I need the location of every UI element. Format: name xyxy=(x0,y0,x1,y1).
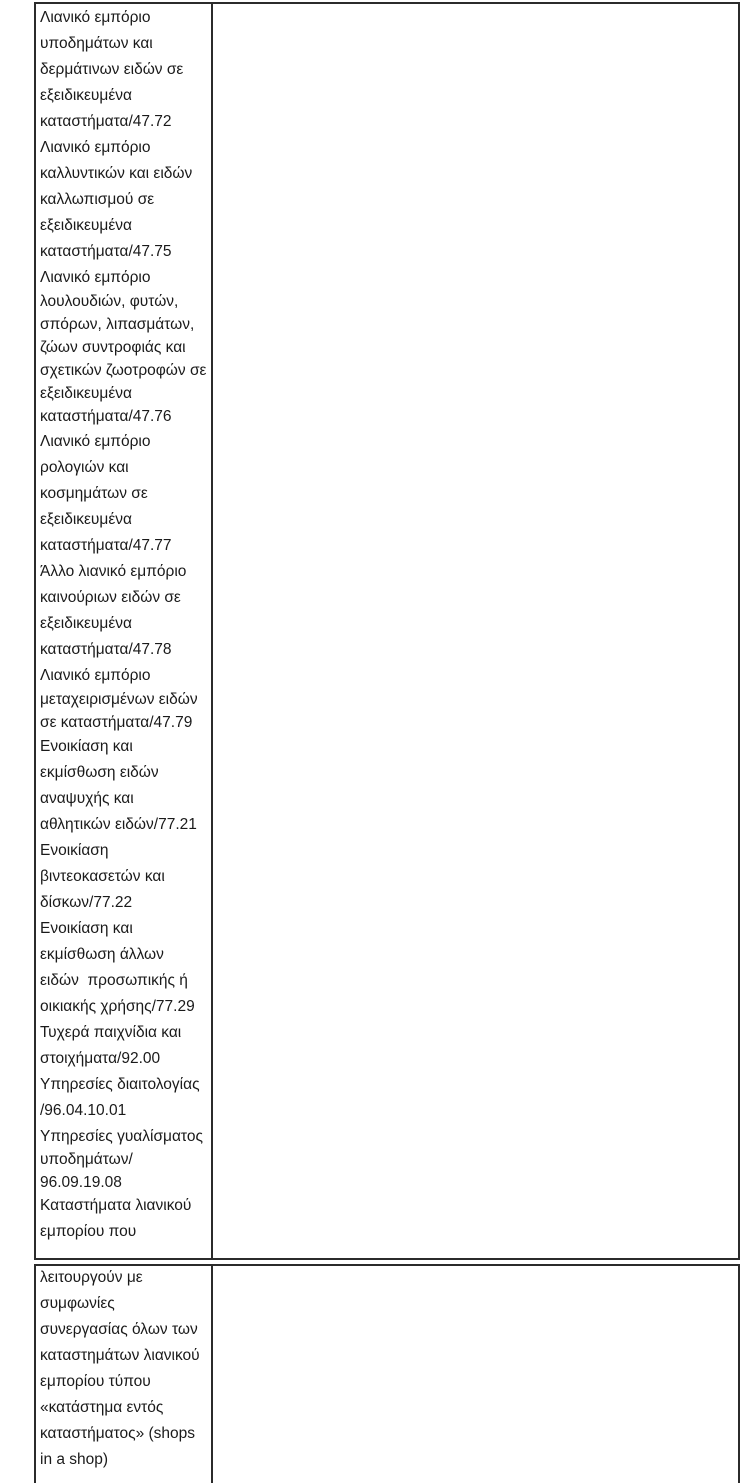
cell-line: υποδημάτων και xyxy=(40,35,153,52)
cell-line: Ενοικίαση και xyxy=(40,920,133,937)
cell-line: σχετικών ζωοτροφών σε xyxy=(40,362,207,379)
cell-line: ρολογιών και xyxy=(40,459,129,476)
cell-line: βιντεοκασετών και xyxy=(40,868,165,885)
table2-border-top xyxy=(34,1264,740,1266)
cell-line: Λιανικό εμπόριο xyxy=(40,667,151,684)
cell-line: εξειδικευμένα xyxy=(40,511,132,528)
cell-line: στοιχήματα/92.00 xyxy=(40,1050,161,1067)
cell-line: σε καταστήματα/47.79 xyxy=(40,714,193,731)
table1-border-left xyxy=(34,2,36,1260)
table2-border-left xyxy=(34,1264,36,1483)
cell-line: συνεργασίας όλων των xyxy=(40,1321,198,1338)
cell-line: εμπορίου που xyxy=(40,1223,137,1240)
cell-line: σπόρων, λιπασμάτων, xyxy=(40,316,195,333)
cell-line: Υπηρεσίες διαιτολογίας xyxy=(40,1076,200,1093)
table1-border-right xyxy=(738,2,740,1260)
cell-line: καταστήματα/47.77 xyxy=(40,537,172,554)
cell-line: 96.09.19.08 xyxy=(40,1174,122,1191)
table2-border-middle xyxy=(211,1264,213,1483)
table2-border-right xyxy=(738,1264,740,1483)
cell-line: Ενοικίαση xyxy=(40,842,109,859)
cell-line: κοσμημάτων σε xyxy=(40,485,148,502)
cell-line: αναψυχής και xyxy=(40,790,134,807)
cell-line: δερμάτινων ειδών σε xyxy=(40,61,184,78)
cell-line: καταστήματος» (shops xyxy=(40,1425,196,1442)
cell-line: δίσκων/77.22 xyxy=(40,894,133,911)
cell-line: εκμίσθωση άλλων xyxy=(40,946,164,963)
cell-line: οικιακής χρήσης/77.29 xyxy=(40,998,195,1015)
cell-line: «κατάστημα εντός xyxy=(40,1399,164,1416)
cell-line: εμπορίου τύπου xyxy=(40,1373,151,1390)
cell-line: συμφωνίες xyxy=(40,1295,115,1312)
cell-line: υποδημάτων/ xyxy=(40,1151,133,1168)
cell-line: καλλωπισμού σε xyxy=(40,191,155,208)
cell-line: εξειδικευμένα xyxy=(40,615,132,632)
cell-line: ζώων συντροφιάς και xyxy=(40,339,186,356)
cell-line: καταστήματα/47.72 xyxy=(40,113,172,130)
cell-line: Άλλο λιανικό εμπόριο xyxy=(40,563,187,580)
cell-line: Λιανικό εμπόριο xyxy=(40,433,151,450)
cell-line: καταστημάτων λιανικού xyxy=(40,1347,200,1364)
cell-line: Τυχερά παιχνίδια και xyxy=(40,1024,182,1041)
cell-line: εκμίσθωση ειδών xyxy=(40,764,159,781)
cell-line: ειδών προσωπικής ή xyxy=(40,972,188,989)
cell-line: εξειδικευμένα xyxy=(40,385,132,402)
cell-line: in a shop) xyxy=(40,1451,109,1468)
table1-border-bottom xyxy=(34,1258,740,1260)
cell-line: Λιανικό εμπόριο xyxy=(40,269,151,286)
cell-line: Λιανικό εμπόριο xyxy=(40,139,151,156)
cell-line: Ενοικίαση και xyxy=(40,738,133,755)
cell-line: Υπηρεσίες γυαλίσματος xyxy=(40,1128,203,1145)
cell-line: εξειδικευμένα xyxy=(40,217,132,234)
table1-border-top xyxy=(34,2,740,4)
cell-line: /96.04.10.01 xyxy=(40,1102,127,1119)
cell-line: λουλουδιών, φυτών, xyxy=(40,293,179,310)
cell-line: καταστήματα/47.78 xyxy=(40,641,172,658)
cell-line: Λιανικό εμπόριο xyxy=(40,9,151,26)
cell-line: μεταχειρισμένων ειδών xyxy=(40,691,198,708)
cell-line: καινούριων ειδών σε xyxy=(40,589,181,606)
cell-line: Καταστήματα λιανικού xyxy=(40,1197,192,1214)
table1-border-middle xyxy=(211,2,213,1260)
cell-line: εξειδικευμένα xyxy=(40,87,132,104)
cell-line: λειτουργούν με xyxy=(40,1269,143,1286)
cell-line: καταστήματα/47.75 xyxy=(40,243,172,260)
cell-line: καλλυντικών και ειδών xyxy=(40,165,193,182)
cell-line: αθλητικών ειδών/77.21 xyxy=(40,816,197,833)
cell-line: καταστήματα/47.76 xyxy=(40,408,172,425)
